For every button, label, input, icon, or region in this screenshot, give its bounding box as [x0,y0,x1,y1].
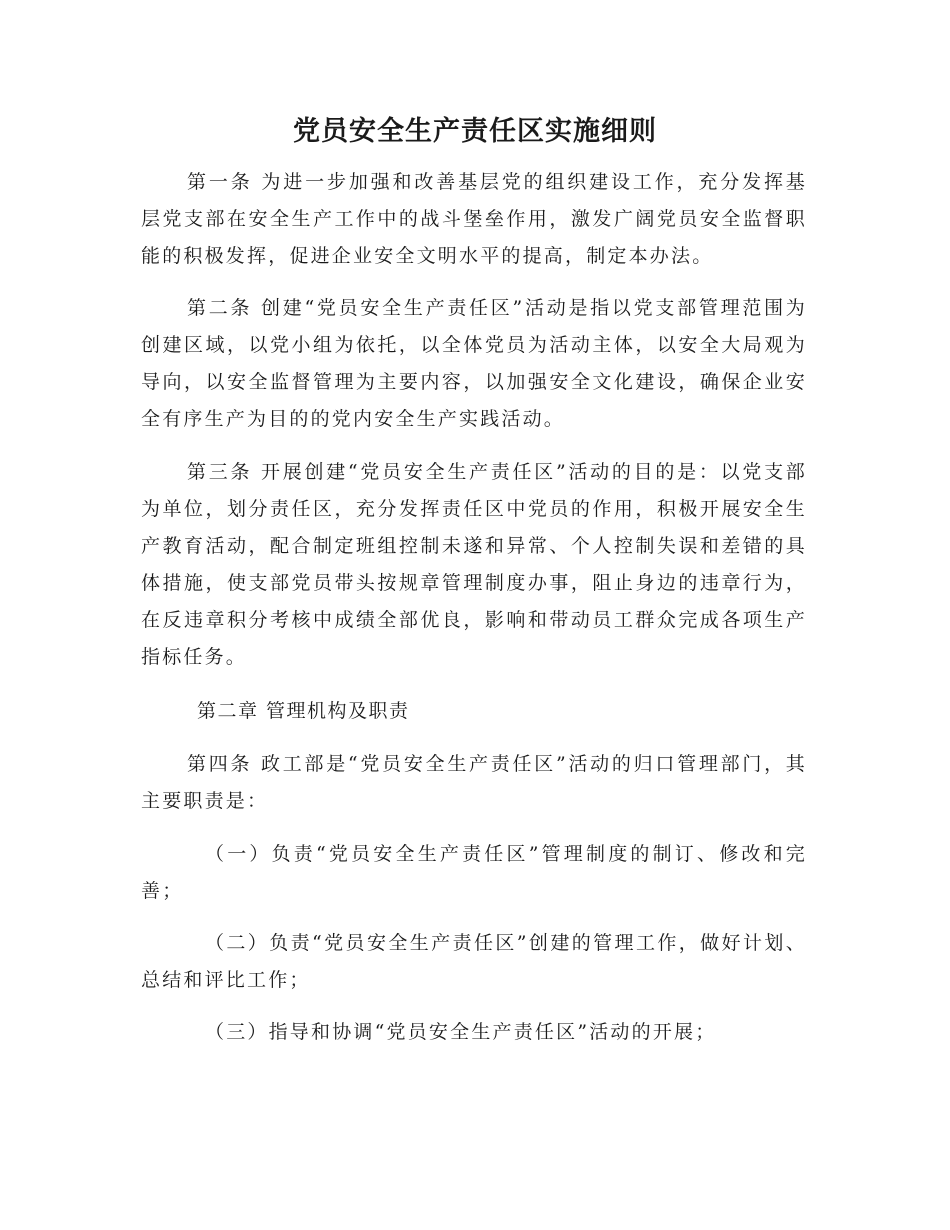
article-1: 第一条 为进一步加强和改善基层党的组织建设工作，充分发挥基层党支部在安全生产工作中的战斗堡垒作用，激发广阔党员安全监督职能的积极发挥，促进企业安全文明水平的提高，制定本办法。 [141,171,807,267]
duty-item-3: （三）指导和协调“党员安全生产责任区”活动的开展； [205,1021,717,1043]
article-4: 第四条 政工部是“党员安全生产责任区”活动的归口管理部门，其主要职责是： [141,753,807,812]
article-3: 第三条 开展创建“党员安全生产责任区”活动的目的是：以党支部为单位，划分责任区，充分发挥责任区中党员的作用，积极开展安全生产教育活动，配合制定班组控制未遂和异常、个人控制失误和差错的具体措施，使支部党员带头按规章管理制度办事，阻止身边的违章行为，在反违章积分考核中成绩全部优良，影响和带动员工群众完成各项生产指标任务。 [141,461,807,668]
article-2: 第二条 创建“党员安全生产责任区”活动是指以党支部管理范围为创建区域，以党小组为依托，以全体党员为活动主体，以安全大局观为导向，以安全监督管理为主要内容，以加强安全文化建设，确保企业安全有序生产为目的的党内安全生产实践活动。 [141,297,807,430]
duty-item-1: （一）负责“党员安全生产责任区”管理制度的制订、修改和完善； [141,843,807,902]
duty-item-2: （二）负责“党员安全生产责任区”创建的管理工作，做好计划、总结和评比工作； [141,932,807,991]
chapter-heading: 第二章 管理机构及职责 [197,700,410,722]
document-title: 党员安全生产责任区实施细则 [293,116,657,147]
